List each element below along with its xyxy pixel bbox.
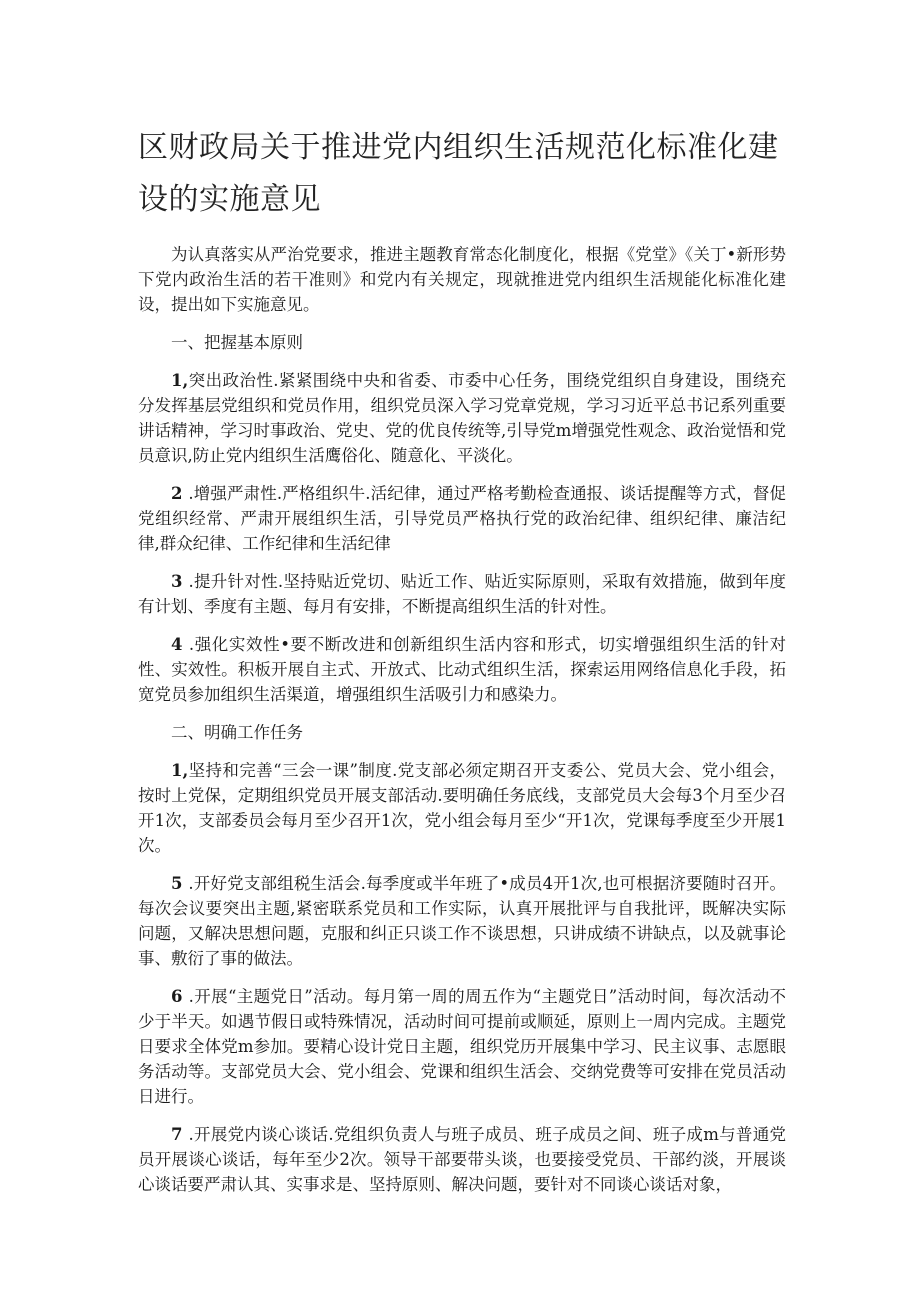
section-heading-principles: 一、把握基本原则 — [171, 333, 303, 352]
item-number: 4 — [171, 635, 189, 654]
item-text: .开好党支部组税生活会.每季度或半年班了•成员4开1次,也可根据济要随时召开。每次会议要突出主题,紧密联系党员和工作实际，认真开展批评与自我批评，既解决实际问题，又解决思想问题，克服和纠正只谈工作不谈思想，只讲成绩不讲缺点，以及就事论事、敷衍了事的做法。 — [138, 874, 786, 968]
principle-item — [138, 481, 786, 556]
item-text: .开展党内谈心谈话.党组织负责人与班子成员、班子成员之间、班子成m与普通党员开展谈心谈话，每年至少2次。领导干部要带头谈，也要接受党员、干部约淡，开展谈心谈话要严肃认其、实事求是、坚持原则、解决问题，要针对不同谈心谈话对象， — [138, 1125, 786, 1194]
document-page — [138, 122, 786, 1210]
item-number: 7 — [171, 1125, 189, 1144]
item-number: 3 — [171, 572, 189, 591]
task-item — [138, 871, 786, 971]
principle-item — [138, 569, 786, 619]
principle-item — [138, 632, 786, 707]
intro-paragraph: 为认真落实从严治党要求，推进主题教育常态化制度化，根据《党堂》《关丁•新形势下党内政治生活的若干准则》和党内有关规定，现就推进党内组织生活规能化标准化建设，提出如下实施意见。 — [138, 245, 786, 314]
item-number: 5 — [171, 874, 189, 893]
item-text: 突出政治性.紧紧围绕中央和省委、市委中心任务，围绕党组织自身建设，围绕充分发挥基层党组织和党员作用，组织党员深入学习党章党规，学习习近平总书记系列重要讲话精神，学习时事政治、党史、党的优良传统等,引导党m增强党性观念、政治觉悟和党员意识,防止党内组织生活鹰俗化、随意化、平淡化。 — [138, 371, 786, 465]
item-text: .增强严肃性.严格组织牛.活纪律，通过严格考勤检查通报、谈话提醒等方式，督促党组织经常、严肃开展组织生活，引导党员严格执行党的政治纪律、组织纪律、廉洁纪律,群众纪律、工作纪律和生活纪律 — [138, 484, 786, 553]
item-number: 1, — [171, 371, 189, 390]
section-heading-tasks: 二、明确工作任务 — [171, 723, 303, 742]
item-text: .强化实效性•要不断改进和创新组织生活内容和形式，切实增强组织生活的针对性、实效性。积板开展自主式、开放式、比动式组织生活，探索运用网络信息化手段，拓宽党员参加组织生活渠道，增强组织生活吸引力和感染力。 — [138, 635, 786, 704]
item-text: .开展“主题党日”活动。每月第一周的周五作为“主题党日”活动时间，每次活动不少于半天。如遇节假日或特殊情况，活动时间可提前或顺延，原则上一周内完成。主题党日要求全体党m参加。要精心设计党日主题，组织党历开展集中学习、民主议事、志愿眼务活动等。支部党员大会、党小组会、党课和组织生活会、交纳党费等可安排在党员活动日进行。 — [138, 987, 786, 1106]
document-title: 区财政局关于推进党内组织生活规范化标准化建设的实施意见 — [138, 130, 779, 217]
item-number: 1, — [171, 761, 189, 780]
task-item — [138, 758, 786, 858]
item-number: 2 — [171, 484, 189, 503]
task-item — [138, 984, 786, 1109]
principle-item — [138, 368, 786, 468]
task-item — [138, 1122, 786, 1197]
item-number: 6 — [171, 987, 189, 1006]
item-text: .提升针对性.坚持贴近党切、贴近工作、贴近实际原则，采取有效措施，做到年度有计划、季度有主题、每月有安排，不断提高组织生活的针对性。 — [138, 572, 786, 616]
item-text: 坚持和完善“三会一课”制度.党支部必须定期召开支委公、党员大会、党小组会，按时上党保，定期组织党员开展支部活动.要明确任务底线，支部党员大会每3个月至少召开1次，支部委员会每月至少召开1次，党小组会每月至少“开1次，党课每季度至少开展1次。 — [138, 761, 786, 855]
